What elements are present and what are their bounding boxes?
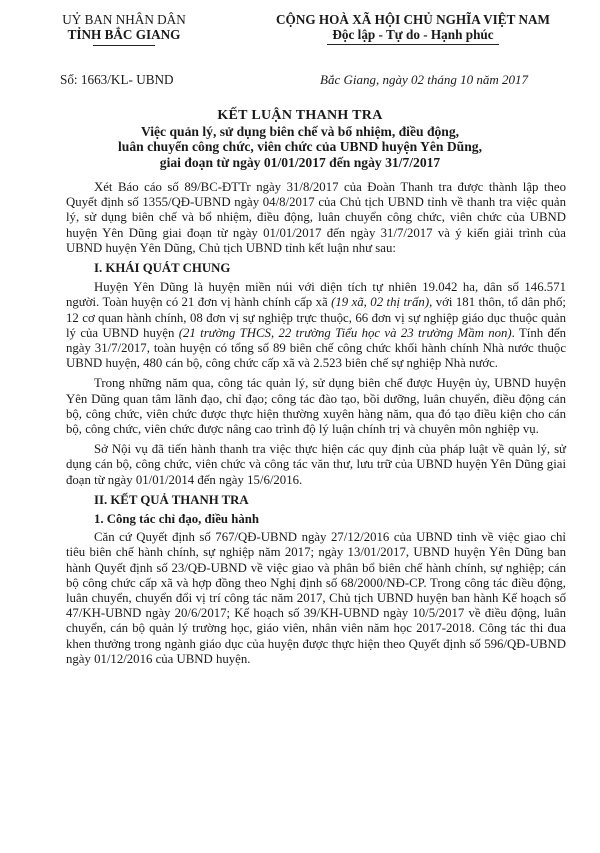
title-subject-line3: giai đoạn từ ngày 01/01/2017 đến ngày 31/7/2017	[159, 154, 441, 170]
national-title: CỘNG HOÀ XÃ HỘI CHỦ NGHĨA VIỆT NAM	[276, 12, 550, 27]
place-and-date: Bắc Giang, ngày 02 tháng 10 năm 2017	[320, 72, 528, 87]
paragraph-previous-inspection: Sở Nội vụ đã tiến hành thanh tra việc thực hiện các quy định của pháp luật về quản lý, sử dụng cán bộ, công chức, viên chức và công tác văn thư, lưu trữ của UBND huyện Yên Dũng giai đoạn từ ngày 01/01/2014 đến ngày 15/6/2016.	[66, 442, 566, 487]
document-title	[0, 108, 600, 170]
section-heading-general: I. KHÁI QUÁT CHUNG	[94, 261, 231, 276]
title-subject-line1: Việc quản lý, sử dụng biên chế và bổ nhiệm, điều động,	[140, 123, 460, 139]
overview-text-a: Huyện Yên Dũng là huyện miền núi với diện tích tự nhiên 19.042 ha, dân số 146.571 người. Toàn huyện có 21 đơn vị hành chính cấp xã	[66, 280, 566, 310]
overview-text-d: (21 trường THCS, 22 trường Tiểu học và 23 trường Mầm non)	[178, 325, 512, 340]
national-heading-block	[246, 12, 580, 45]
overview-text-b: (19 xã, 02 thị trấn),	[331, 295, 433, 310]
document-body	[66, 180, 566, 672]
document-number: Số: 1663/KL- UBND	[60, 72, 174, 87]
authority-name-line2: TỈNH BẮC GIANG	[67, 27, 181, 42]
paragraph-overview	[66, 280, 566, 371]
subsection-heading-direction: 1. Công tác chỉ đạo, điều hành	[94, 512, 259, 527]
motto-underline	[327, 44, 499, 45]
national-motto: Độc lập - Tự do - Hạnh phúc	[332, 27, 494, 42]
paragraph-management: Trong những năm qua, công tác quản lý, sử dụng biên chế được Huyện ủy, UBND huyện Yên Dũng quan tâm lãnh đạo, chỉ đạo; công tác đào tạo, bồi dưỡng, luân chuyển, điều động cán bộ, công chức, viên chức được thực hiện thường xuyên hàng năm, qua đó tạo điều kiện cho cán bộ, công chức, viên chức được nâng cao trình độ lý luận chính trị và chuyên môn nghiệp vụ.	[66, 376, 566, 437]
paragraph-direction: Căn cứ Quyết định số 767/QĐ-UBND ngày 27/12/2016 của UBND tỉnh về việc giao chỉ tiêu biên chế hành chính, sự nghiệp năm 2017; ngày 13/01/2017, UBND huyện Yên Dũng ban hành Quyết định số 23/QĐ-UBND về việc giao và phân bổ biên chế hành chính, sự nghiệp; cán bộ công chức cấp xã và hợp đồng theo Nghị định số 68/2000/NĐ-CP. Trong công tác điều động, luân chuyển, chuyển đổi vị trí công tác năm 2017, Chủ tịch UBND huyện ban hành Kế hoạch số 47/KH-UBND ngày 20/6/2017; Kế hoạch số 39/KH-UBND ngày 10/5/2017 về điều động, luân chuyển, cán bộ quản lý trường học, giáo viên, nhân viên năm học 2017-2018. Công tác thi đua khen thưởng trong ngành giáo dục của huyện được thực hiện theo Quyết định số 596/QĐ-UBND ngày 01/12/2016 của UBND huyện.	[66, 530, 566, 666]
authority-underline	[93, 45, 155, 46]
title-subject-line2: luân chuyển công chức, viên chức của UBND huyện Yên Dũng,	[117, 139, 482, 154]
overview-text-e: . Tính đến ngày 31/7/2017, toàn huyện có tổng số 89 biên chế công chức khối hành chính Nhà nước thuộc UBND huyện, 480 cán bộ, công chức cấp xã và 2.523 biên chế sự nghiệp Nhà nước.	[66, 325, 566, 371]
title-main: KẾT LUẬN THANH TRA	[217, 108, 383, 123]
section-heading-results: II. KẾT QUẢ THANH TRA	[94, 492, 249, 507]
intro-paragraph: Xét Báo cáo số 89/BC-ĐTTr ngày 31/8/2017 của Đoàn Thanh tra được thành lập theo Quyết định số 1355/QĐ-UBND ngày 04/8/2017 của Chủ tịch UBND tỉnh về thanh tra việc quản lý, sử dụng biên chế và bổ nhiệm, điều động, luân chuyển công chức, viên chức của UBND huyện Yên Dũng giai đoạn từ ngày 01/01/2017 đến ngày 31/7/2017 và ý kiến giải trình của UBND huyện Yên Dũng, Chủ tịch UBND tỉnh kết luận như sau:	[66, 180, 566, 255]
authority-name-line1: UỶ BAN NHÂN DÂN	[62, 12, 186, 27]
overview-text-c: với 181 thôn, tổ dân phố; 12 cơ quan hành chính, 08 đơn vị sự nghiệp trực thuộc, 66 đơn vị sự nghiệp giáo dục thuộc quản lý của UBND huyện	[66, 295, 566, 340]
issuing-authority-block	[30, 12, 218, 46]
